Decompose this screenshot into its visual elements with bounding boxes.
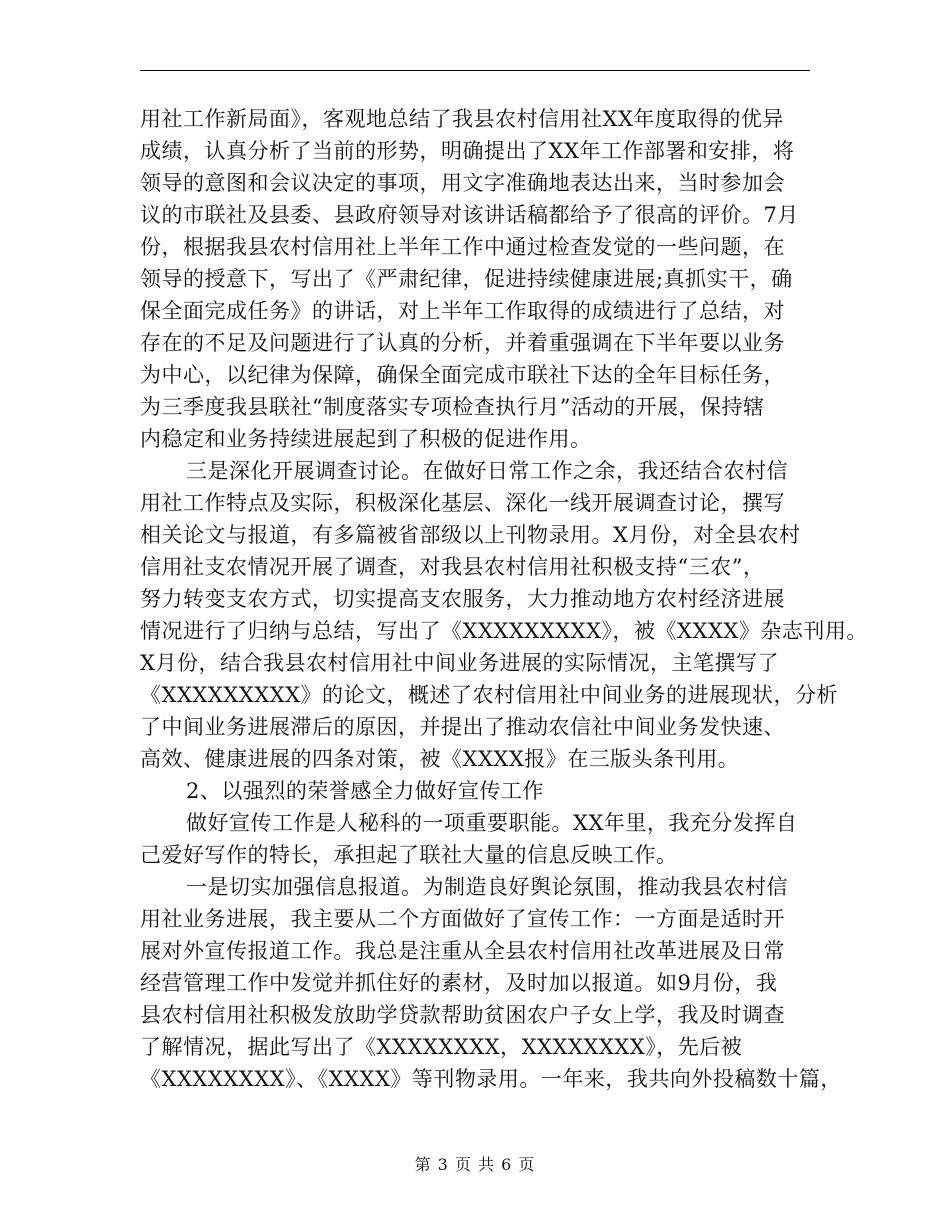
- text-line: 存在的不足及问题进行了认真的分析，并着重强调在下半年要以业务: [140, 331, 785, 355]
- text-line: 经营管理工作中发觉并抓住好的素材，及时加以报道。如9月份，我: [140, 971, 778, 995]
- header-rule: [140, 70, 810, 71]
- text-line: 领导的意图和会议决定的事项，用文字准确地表达出来，当时参加会: [140, 171, 785, 195]
- text-line: 了中间业务进展滞后的原因，并提出了推动农信社中间业务发快速、: [140, 715, 785, 739]
- text-line: 议的市联社及县委、县政府领导对该讲话稿都给予了很高的评价。7月: [140, 203, 799, 227]
- text-line: 展对外宣传报道工作。我总是注重从全县农村信用社改革进展及日常: [140, 939, 785, 963]
- text-line: 领导的授意下，写出了《严肃纪律，促进持续健康进展;真抓实干，确: [140, 267, 793, 291]
- text-line: 情况进行了归纳与总结，写出了《XXXXXXXXX》，被《XXXX》杂志刊用。: [140, 619, 868, 643]
- text-line: 成绩，认真分析了当前的形势，明确提出了XX年工作部署和安排，将: [140, 139, 795, 163]
- text-line: 做好宣传工作是人秘科的一项重要职能。XX年里，我充分发挥自: [186, 811, 798, 835]
- text-line: 县农村信用社积极发放助学贷款帮助贫困农户子女上学，我及时调查: [140, 1003, 785, 1027]
- text-line: 努力转变支农方式，切实提高支农服务，大力推动地方农村经济进展: [140, 587, 785, 611]
- text-line: 为中心，以纪律为保障，确保全面完成市联社下达的全年目标任务，: [140, 363, 785, 387]
- text-line: 用社工作特点及实际，积极深化基层、深化一线开展调查讨论，撰写: [140, 491, 785, 515]
- text-line: 用社业务进展，我主要从二个方面做好了宣传工作：一方面是适时开: [140, 907, 785, 931]
- text-line: 内稳定和业务持续进展起到了积极的促进作用。: [140, 427, 592, 451]
- text-line: 三是深化开展调查讨论。在做好日常工作之余，我还结合农村信: [186, 459, 788, 483]
- text-line: 为三季度我县联社“制度落实专项检查执行月”活动的开展，保持辖: [140, 395, 765, 419]
- text-line: 了解情况，据此写出了《XXXXXXXX，XXXXXXXX》，先后被: [140, 1035, 743, 1059]
- text-line: 高效、健康进展的四条对策，被《XXXX报》在三版头条刊用。: [140, 747, 740, 771]
- text-line: 2、以强烈的荣誉感全力做好宣传工作: [186, 779, 544, 803]
- text-line: 份，根据我县农村信用社上半年工作中通过检查发觉的一些问题，在: [140, 235, 785, 259]
- body-text: [140, 103, 868, 1095]
- text-line: 用社工作新局面》，客观地总结了我县农村信用社XX年度取得的优异: [140, 107, 784, 131]
- text-line: 《XXXXXXXXX》的论文，概述了农村信用社中间业务的进展现状，分析: [140, 683, 839, 707]
- page-footer: 第 3 页 共 6 页: [414, 1155, 536, 1174]
- text-line: 己爱好写作的特长，承担起了联社大量的信息反映工作。: [140, 843, 678, 867]
- text-line: 保全面完成任务》的讲话，对上半年工作取得的成绩进行了总结，对: [140, 299, 785, 323]
- text-line: 《XXXXXXXX》、《XXXX》等刊物录用。一年来，我共向外投稿数十篇，: [140, 1067, 842, 1091]
- text-line: 相关论文与报道，有多篇被省部级以上刊物录用。X月份，对全县农村: [140, 523, 801, 547]
- text-line: X月份，结合我县农村信用社中间业务进展的实际情况，主笔撰写了: [140, 651, 779, 675]
- text-line: 一是切实加强信息报道。为制造良好舆论氛围，推动我县农村信: [186, 875, 788, 899]
- text-line: 信用社支农情况开展了调查，对我县农村信用社积极支持“三农”，: [140, 555, 765, 579]
